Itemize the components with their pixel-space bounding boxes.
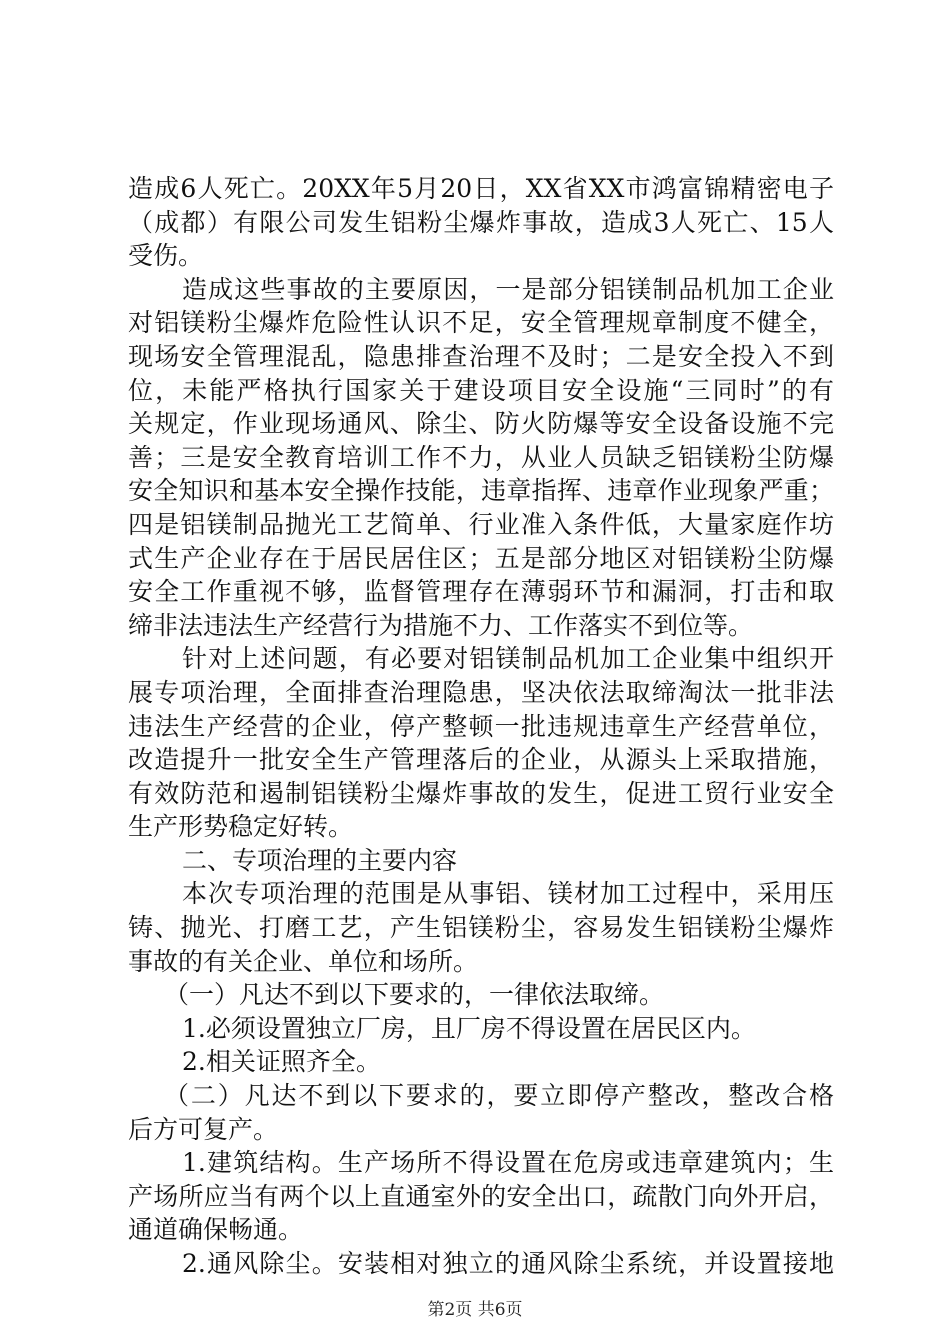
paragraph-line: 关规定，作业现场通风、除尘、防火防爆等安全设备设施不完 [128,409,834,439]
paragraph-line: 善；三是安全教育培训工作不力，从业人员缺乏铝镁粉尘防爆 [128,442,834,472]
list-item: 1.必须设置独立厂房，且厂房不得设置在居民区内。 [182,1013,756,1043]
paragraph-line: 通道确保畅通。 [128,1215,304,1245]
paragraph-line: 造成6人死亡。20XX年5月20日，XX省XX市鸿富锦精密电子 [128,174,834,203]
paragraph-line: 铸、抛光、打磨工艺，产生铝镁粉尘，容易发生铝镁粉尘爆炸 [128,913,834,943]
paragraph-line: 造成这些事故的主要原因，一是部分铝镁制品机加工企业 [182,274,834,304]
paragraph-line: 对铝镁粉尘爆炸危险性认识不足，安全管理规章制度不健全， [128,308,834,338]
paragraph-line: 受伤。 [128,241,204,271]
paragraph-line: 针对上述问题，有必要对铝镁制品机加工企业集中组织开 [182,644,834,674]
paragraph-line: 四是铝镁制品抛光工艺简单、行业准入条件低，大量家庭作坊 [128,509,834,539]
paragraph-line: 缔非法违法生产经营行为措施不力、工作落实不到位等。 [128,610,754,640]
paragraph-line: 本次专项治理的范围是从事铝、镁材加工过程中，采用压 [182,879,834,909]
paragraph-line: 事故的有关企业、单位和场所。 [128,946,479,976]
paragraph-line: 现场安全管理混乱，隐患排查治理不及时；二是安全投入不到 [128,341,834,371]
paragraph-line: 产场所应当有两个以上直通室外的安全出口，疏散门向外开启， [128,1181,834,1211]
paragraph-line: 违法生产经营的企业，停产整顿一批违规违章生产经营单位， [128,711,834,741]
section-heading: 二、专项治理的主要内容 [182,845,458,875]
page-number-footer: 第2页 共6页 [427,1300,523,1320]
paragraph-line: 有效防范和遏制铝镁粉尘爆炸事故的发生，促进工贸行业安全 [128,778,834,808]
paragraph-line: 后方可复产。 [128,1114,279,1144]
list-item: 2.通风除尘。安装相对独立的通风除尘系统，并设置接地 [182,1249,834,1278]
paragraph-line: 安全知识和基本安全操作技能，违章指挥、违章作业现象严重； [128,476,834,506]
list-item: 1.建筑结构。生产场所不得设置在危房或违章建筑内；生 [182,1148,834,1178]
list-item: 2.相关证照齐全。 [182,1047,381,1077]
paragraph-line: 位，未能严格执行国家关于建设项目安全设施“三同时”的有 [128,375,834,405]
subsection-heading: （一）凡达不到以下要求的，一律依法取缔。 [164,980,665,1010]
paragraph-line: 安全工作重视不够，监督管理存在薄弱环节和漏洞，打击和取 [128,577,834,607]
paragraph-line: 式生产企业存在于居民居住区；五是部分地区对铝镁粉尘防爆 [128,543,834,573]
paragraph-line: 生产形势稳定好转。 [128,812,354,842]
paragraph-line: （成都）有限公司发生铝粉尘爆炸事故，造成3人死亡、15人 [128,207,834,237]
document-body [128,172,834,1281]
paragraph-line: 改造提升一批安全生产管理落后的企业，从源头上采取措施， [128,745,834,775]
subsection-heading: （二）凡达不到以下要求的，要立即停产整改，整改合格 [164,1081,834,1111]
paragraph-line: 展专项治理，全面排查治理隐患，坚决依法取缔淘汰一批非法 [128,677,834,707]
